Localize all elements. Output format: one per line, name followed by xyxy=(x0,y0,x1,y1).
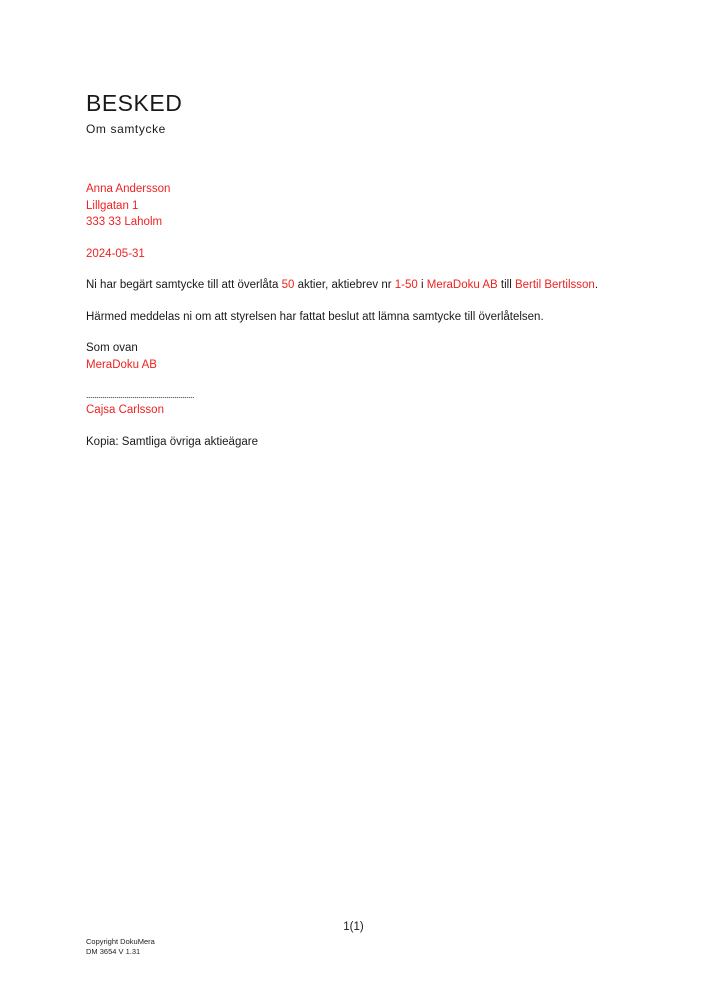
recipient-name: Anna Andersson xyxy=(86,183,171,195)
buyer-name: Bertil Bertilsson xyxy=(514,279,595,291)
page-number: 1(1) xyxy=(343,921,364,933)
request-paragraph xyxy=(86,277,606,294)
request-text-1: Ni har begärt samtycke till att överlåta xyxy=(86,279,282,291)
shares-count: 50 xyxy=(281,279,295,291)
company-name: MeraDoku AB xyxy=(426,279,498,291)
signature-line: ...................................................... xyxy=(86,390,195,400)
footer-version: DM 3654 V 1.31 xyxy=(86,947,141,956)
decision-paragraph: Härmed meddelas ni om att styrelsen har fattat beslut att lämna samtycke till överlåtelsen. xyxy=(86,310,544,323)
copy-note: Kopia: Samtliga övriga aktieägare xyxy=(86,435,258,448)
closing-company: MeraDoku AB xyxy=(86,358,157,371)
request-text-3: i xyxy=(417,279,427,291)
document-subtitle: Om samtycke xyxy=(86,122,166,136)
recipient-address xyxy=(86,181,606,231)
recipient-street: Lillgatan 1 xyxy=(86,199,139,212)
letter-body xyxy=(86,181,606,450)
document-title: BESKED xyxy=(86,90,183,116)
signatory-name: Cajsa Carlsson xyxy=(86,404,164,416)
closing-label: Som ovan xyxy=(86,342,138,354)
footer-copyright: Copyright DokuMera xyxy=(86,937,155,946)
certificate-range: 1-50 xyxy=(394,279,418,291)
request-text-4: till xyxy=(497,279,515,291)
signature-block xyxy=(86,388,606,419)
recipient-postal: 333 33 Laholm xyxy=(86,216,163,228)
request-text-2: aktier, aktiebrev nr xyxy=(294,279,395,291)
closing-block xyxy=(86,340,606,373)
letter-date: 2024-05-31 xyxy=(86,247,145,260)
footer xyxy=(86,937,155,957)
request-text-5: . xyxy=(594,279,599,291)
